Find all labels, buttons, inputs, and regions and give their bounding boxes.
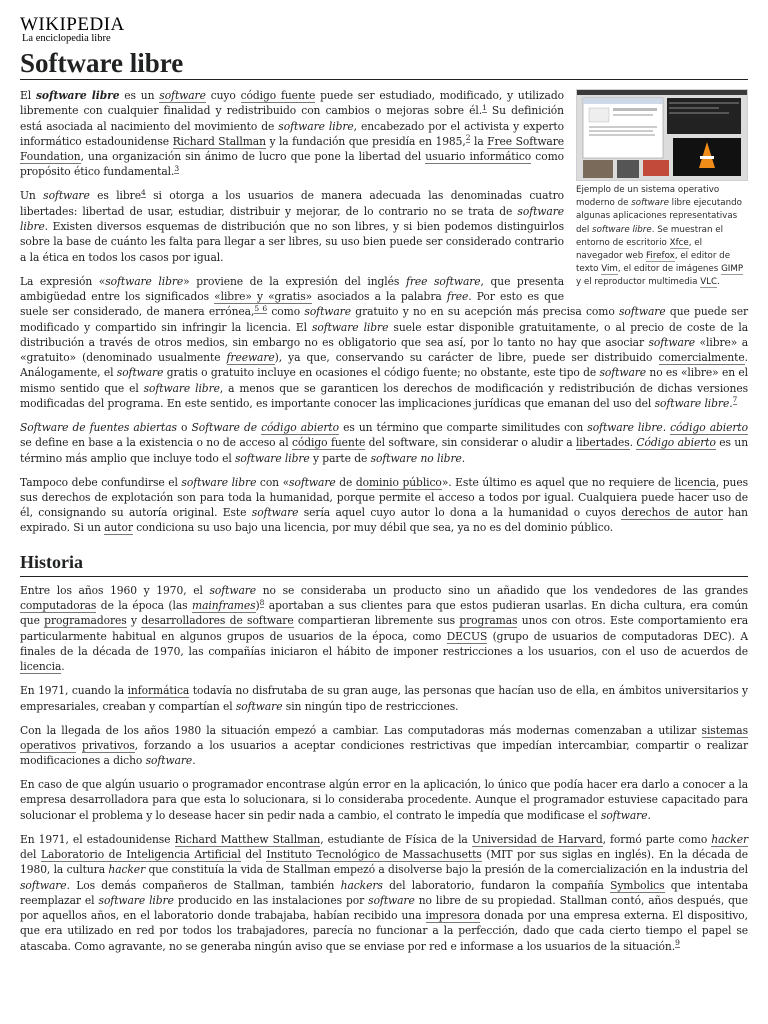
historia-paragraph-1: Entre los años 1960 y 1970, el software no se consideraba un producto sino un añadido que los vendedores de las grandes computadoras de la época (las mainframes)$^8$ aportaban a sus clientes para que estos pudieran usarlas. En dicha cultura, era común que programadores y desarrolladores de software compartieran libremente sus programas unos con otros. Este comportamiento era particularmente habitual en algunos grupos de usuarios de la época, como DECUS (grupo de usuarios de computadoras DEC). A finales de la década de 1970, las compañías iniciaron el hábito de imponer restricciones a los usuarios, con el uso de acuerdos de licencia.: [20, 583, 748, 674]
desktop-screenshot-graphic: [577, 90, 747, 180]
ref-4[interactable]: 4: [140, 187, 146, 197]
link-richard-stallman[interactable]: Richard Stallman: [172, 134, 266, 148]
link-impresora[interactable]: impresora: [425, 909, 481, 923]
link-computadoras[interactable]: computadoras: [20, 599, 97, 613]
link-comercialmente[interactable]: comercialmente: [658, 351, 745, 365]
link-codigo-abierto-3[interactable]: Código abierto: [636, 436, 716, 450]
link-richard-matthew-stallman[interactable]: Richard Matthew Stallman: [174, 832, 321, 846]
intro-paragraph-4: Software de fuentes abiertas o Software de código abierto es un término que comparte similitudes con software libre. código abierto se define en base a la existencia o no de acceso al código fuente del software, sin considerar o aludir a libertades. Código abierto es un término más amplio que incluye todo el software libre y parte de software no libre.: [20, 421, 749, 465]
link-libertades[interactable]: libertades: [575, 436, 630, 450]
logo-subtitle: La enciclopedia libre: [22, 33, 111, 44]
link-programas[interactable]: programas: [459, 614, 518, 628]
ref-5-6[interactable]: 5 6: [254, 303, 268, 313]
wikipedia-logo[interactable]: [20, 0, 748, 46]
link-harvard[interactable]: Universidad de Harvard: [471, 832, 603, 846]
caption-text: . Se muestran el entorno de escritorio: [576, 224, 724, 248]
link-decus[interactable]: DECUS: [446, 629, 488, 643]
link-sistemas-operativos[interactable]: sistemas operativos: [20, 723, 748, 752]
link-software[interactable]: software: [159, 89, 206, 102]
link-informatica[interactable]: informática: [127, 684, 190, 698]
link-usuario-informatico[interactable]: usuario informático: [425, 150, 532, 164]
intro-paragraph-2: Un software es libre$^4$ si otorga a los usuarios de manera adecuada las denominadas cuatro libertades: libertad de usar, estudiar, distribuir y mejorar, de lo contrario no se trata de software libre. Existen diversos esquemas de distribución que no son libres, y si bien podemos distinguirlos sobre la base de cuánto les falta para llegar a ser libres, su uso bien puede ser considerado contrario a la ética en todos los casos por igual.: [20, 187, 565, 264]
historia-paragraph-5: En 1971, el estadounidense Richard Matthew Stallman, estudiante de Física de la Universidad de Harvard, formó parte como hacker del Laboratorio de Inteligencia Artificial del Instituto Tecnológico de Massachusetts (MIT por sus siglas en inglés). En la década de 1980, la cultura hacker que constituía la vida de Stallman empezó a disolverse bajo la presión de la comercialización en la industria del software. Los demás compañeros de Stallman, también hackers del laboratorio, fundaron la compañía Symbolics que intentaba reemplazar el software libre producido en las instalaciones por software no libre de su propiedad. Stallman contó, años después, que por aquellos años, en el laboratorio donde trabajaba, habían recibido una impresora donada por una empresa externa. El dispositivo, que era utilizado en red por todos los trabajadores, parecía no funcionar a la perfección, dado que cada cierto tiempo el papel se atascaba. Como agravante, no se generaba ningún aviso que se enviase por red e informase a los usuarios de la situación.$^9$: [20, 832, 749, 953]
link-licencia[interactable]: licencia: [674, 475, 716, 489]
link-symbolics[interactable]: Symbolics: [610, 878, 665, 892]
link-mainframes[interactable]: mainframes: [192, 599, 256, 613]
link-licencia-2[interactable]: licencia: [20, 660, 62, 674]
link-privativos[interactable]: privativos: [82, 738, 135, 752]
link-desarrolladores[interactable]: desarrolladores de software: [141, 614, 294, 628]
caption-text: , el navegador web: [576, 237, 703, 262]
historia-paragraph-4: En caso de que algún usuario o programador encontrase algún error en la aplicación, lo único que podía hacer era darlo a conocer a la empresa desarrolladora para que esta lo solucionara, si lo consideraba procedente. Aunque el programador estuviese capacitado para solucionar el problema y lo desease hacer sin pedir nada a cambio, el contrato le impedía que modificase el software.: [20, 778, 748, 822]
section-heading-historia: Historia: [20, 552, 748, 577]
intro-paragraph-5: Tampoco debe confundirse el software libre con «software de dominio público». Este último es aquel que no requiere de licencia, pues sus derechos de explotación son para toda la humanidad, porque permite el acceso a todos por igual. Cualquiera puede hacer uso de él, consignando su autoría original. Este software sería aquel cuyo autor lo dona a la humanidad o cuyos derechos de autor han expirado. Si un autor condiciona su uso bajo una licencia, por muy débil que sea, ya no es del dominio público.: [20, 475, 748, 535]
caption-text: software libre: [592, 224, 652, 235]
intro-paragraph-3: La expresión «software libre» proviene de la expresión del inglés free software, que presenta ambigüedad entre los significados «libre» y «gratis» asociados a la palabra free. Por esto es que suele ser considerado, de manera errónea,$^{5 6}$ como software gratuito y no en su acepción más precisa como software que puede ser modificado y compartido sin infringir la licencia. El software libre suele estar disponible gratuitamente, o al precio de coste de la distribución a través de otros medios, sin embargo no es obligatorio que sea así, por lo tanto no hay que asociar software «libre» a «gratuito» (denominado usualmente freeware), ya que, conservando su carácter de libre, puede ser distribuido comercialmente. Análogamente, el software gratis o gratuito incluye en ocasiones el código fuente; no obstante, este tipo de software no es «libre» en el mismo sentido que el software libre, a menos que se garanticen los derechos de modificación y redistribución de dichas versiones modificadas del programa. En este sentido, es importante conocer las implicaciones jurídicas que emanan del uso del software libre.$^7$: [20, 274, 749, 411]
caption-text: .: [717, 277, 720, 288]
caption-text: software: [631, 198, 669, 209]
link-codigo-abierto[interactable]: código abierto: [261, 421, 340, 434]
ref-9[interactable]: 9: [675, 938, 680, 948]
caption-text: libre ejecutando algunas aplicaciones representativas del: [576, 198, 742, 235]
ref-7[interactable]: 7: [732, 395, 738, 405]
link-gimp[interactable]: GIMP: [721, 264, 744, 275]
link-laboratorio-ia[interactable]: Laboratorio de Inteligencia Artificial: [40, 847, 241, 861]
ref-8[interactable]: 8: [259, 597, 265, 607]
link-libre-gratis[interactable]: «libre» y «gratis»: [214, 289, 313, 303]
link-vim[interactable]: Vim: [601, 264, 618, 275]
intro-paragraph-1: El software libre es un software cuyo código fuente puede ser estudiado, modificado, y utilizado libremente con cualquier finalidad y redistribuido con cambios o mejoras sobre él.$^1$ Su definición está asociada al nacimiento del movimiento de software libre, encabezado por el activista y experto informático estadounidense Richard Stallman y la fundación que presidía en 1985,$^2$ la Free Software Foundation, una organización sin ánimo de lucro que pone la libertad del usuario informático como propósito ético fundamental.$^3$: [20, 89, 565, 179]
figure-caption: [576, 181, 748, 290]
page-title: Software libre: [20, 48, 748, 80]
logo-wordmark: WIKIPEDIA: [20, 14, 125, 35]
ref-2[interactable]: 2: [465, 133, 471, 143]
link-programadores[interactable]: programadores: [44, 614, 127, 628]
historia-paragraph-2: En 1971, cuando la informática todavía no disfrutaba de su gran auge, las personas que hacían uso de ella, en ámbitos universitarios y empresariales, creaban y compartían el software sin ningún tipo de restricciones.: [20, 684, 749, 713]
caption-text: , el editor de imágenes: [617, 264, 722, 275]
caption-text: y el reproductor multimedia: [576, 277, 701, 288]
link-vlc[interactable]: VLC: [700, 277, 718, 288]
link-mit[interactable]: Instituto Tecnológico de Massachusetts: [266, 847, 482, 861]
link-codigo-fuente-2[interactable]: código fuente: [292, 436, 366, 450]
link-hacker[interactable]: hacker: [711, 832, 748, 846]
xfce-desktop-screenshot[interactable]: [576, 89, 748, 181]
link-dominio-publico[interactable]: dominio público: [355, 475, 442, 489]
link-autor[interactable]: autor: [104, 521, 133, 535]
ref-3[interactable]: 3: [174, 163, 180, 173]
link-codigo-abierto-2[interactable]: código abierto: [670, 421, 749, 434]
link-codigo-fuente[interactable]: código fuente: [240, 89, 316, 102]
link-freeware[interactable]: freeware: [226, 351, 275, 365]
caption-text: Ejemplo de un sistema operativo moderno de: [576, 185, 720, 209]
link-xfce[interactable]: Xfce: [669, 237, 689, 248]
article-body: [20, 80, 748, 954]
link-derechos-de-autor[interactable]: derechos de autor: [621, 506, 723, 520]
caption-text: , el editor de texto: [576, 251, 731, 275]
ref-1[interactable]: 1: [482, 102, 487, 112]
link-firefox[interactable]: Firefox: [646, 251, 675, 262]
article-page: [20, 0, 748, 954]
link-fsf[interactable]: Free Software Foundation: [20, 134, 565, 164]
figure-thumbnail: [576, 89, 748, 290]
historia-paragraph-3: Con la llegada de los años 1980 la situación empezó a cambiar. Las computadoras más modernas comenzaban a utilizar sistemas operativos privativos, forzando a los usuarios a aceptar condiciones restrictivas que impedían intercambiar, compartir o realizar modificaciones a dicho software.: [20, 723, 749, 768]
